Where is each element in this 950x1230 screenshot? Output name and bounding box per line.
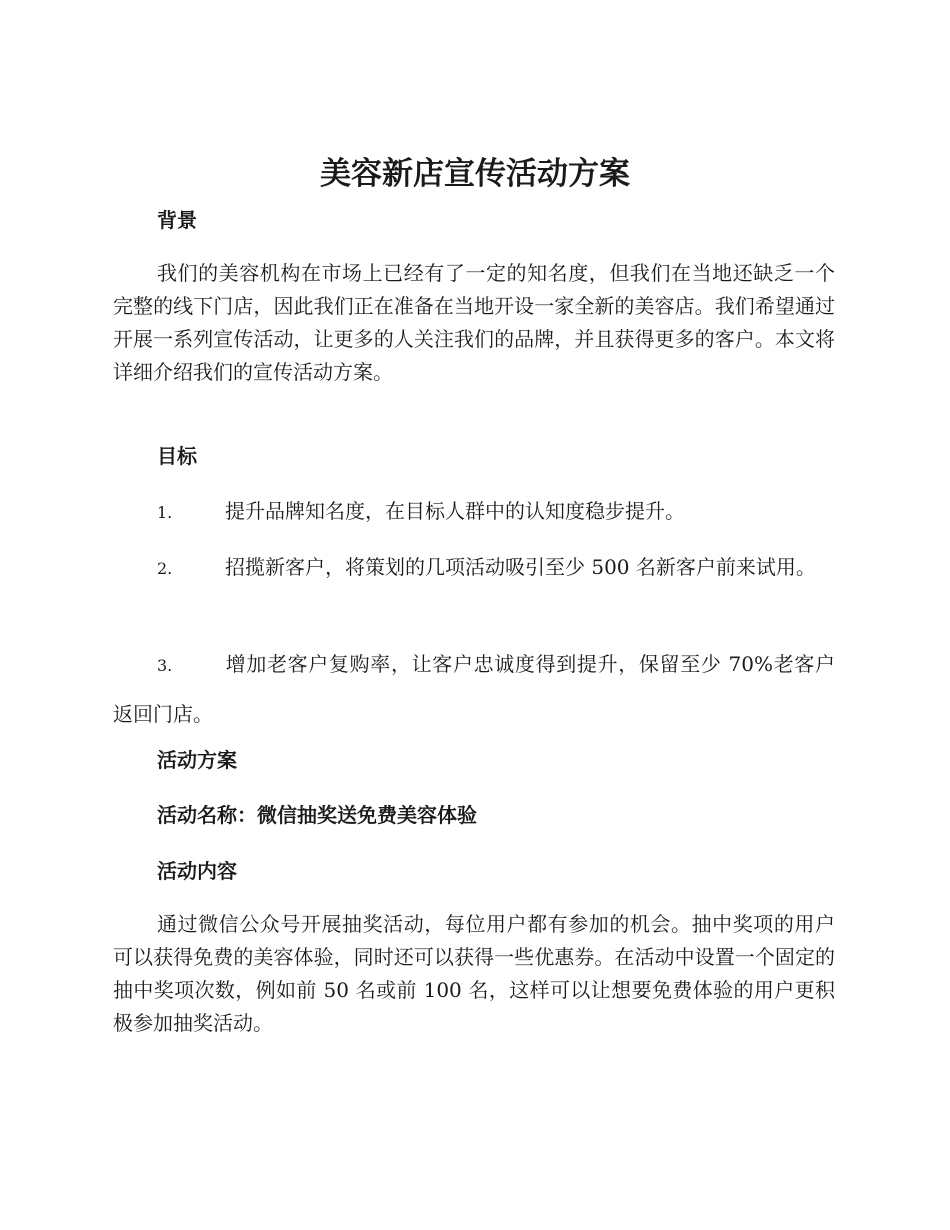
activity-name: 活动名称：微信抽奖送免费美容体验 [157,803,477,827]
goal-text: 提升品牌知名度，在目标人群中的认知度稳步提升。 [225,499,685,523]
goal-text: 招揽新客户，将策划的几项活动吸引至少 500 名新客户前来试用。 [225,555,816,579]
section-heading-background: 背景 [157,208,197,232]
goal-item [113,640,835,738]
section-heading-content: 活动内容 [157,859,237,883]
goal-number: 3. [157,656,173,675]
section-heading-goals: 目标 [157,444,197,468]
section-heading-plan: 活动方案 [157,748,237,772]
content-paragraph: 通过微信公众号开展抽奖活动，每位用户都有参加的机会。抽中奖项的用户可以获得免费的美容体验，同时还可以获得一些优惠券。在活动中设置一个固定的抽中奖项次数，例如前 50 名或前 100 名，这样可以让想要免费体验的用户更积极参加抽奖活动。 [113,912,835,1035]
background-paragraph: 我们的美容机构在市场上已经有了一定的知名度，但我们在当地还缺乏一个完整的线下门店，因此我们正在准备在当地开设一家全新的美容店。我们希望通过开展一系列宣传活动，让更多的人关注我们的品牌，并且获得更多的客户。本文将详细介绍我们的宣传活动方案。 [113,261,835,384]
goal-item [113,543,835,593]
goal-number: 2. [157,559,173,578]
document-title: 美容新店宣传活动方案 [320,156,630,192]
goal-item [113,487,835,537]
goal-number: 1. [157,503,173,522]
goal-text: 增加老客户复购率，让客户忠诚度得到提升，保留至少 70%老客户返回门店。 [113,652,835,726]
